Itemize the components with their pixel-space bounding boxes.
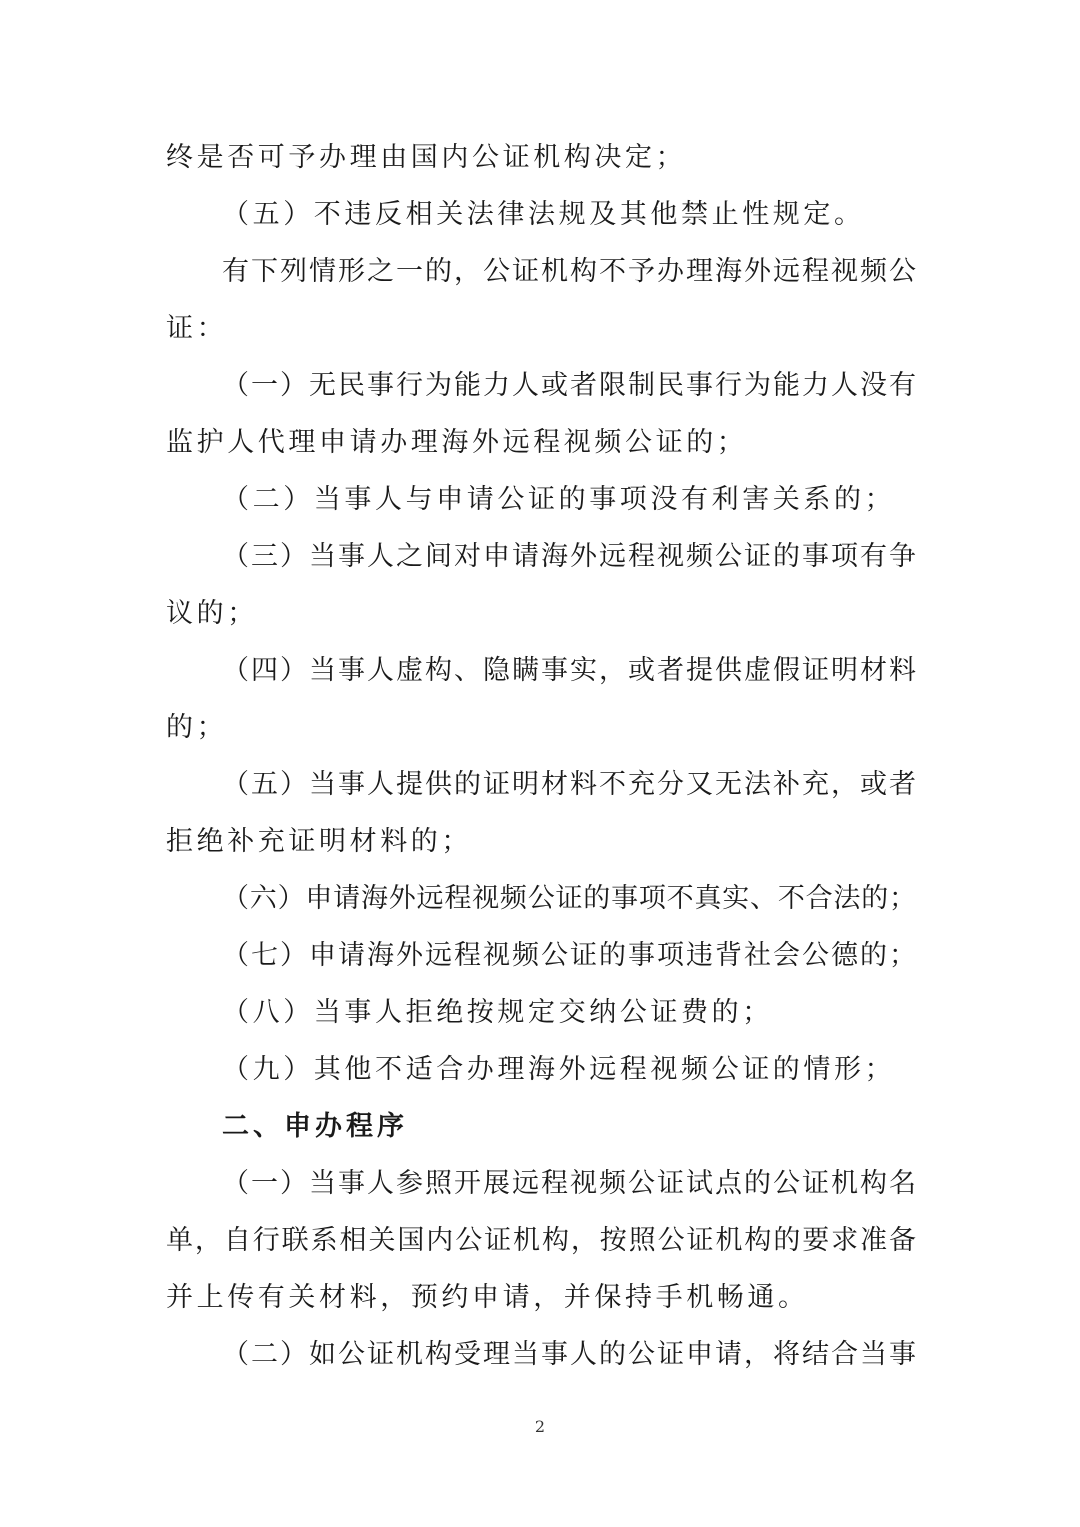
text-line-17: （九）其他不适合办理海外远程视频公证的情形； (222, 1054, 896, 1085)
text-line-5: （一）无民事行为能力人或者限制民事行为能力人没有 (222, 370, 916, 401)
text-line-20: 单，自行联系相关国内公证机构，按照公证机构的要求准备 (166, 1225, 916, 1256)
page-number: 2 (534, 1417, 546, 1436)
text-line-1: 终是否可予办理由国内公证机构决定； (166, 142, 687, 173)
text-line-3: 有下列情形之一的，公证机构不予办理海外远程视频公 (222, 256, 916, 287)
text-line-12: （五）当事人提供的证明材料不充分又无法补充，或者 (222, 769, 916, 800)
text-line-6: 监护人代理申请办理海外远程视频公证的； (166, 427, 748, 458)
text-line-8: （三）当事人之间对申请海外远程视频公证的事项有争 (222, 541, 916, 572)
text-line-16: （八）当事人拒绝按规定交纳公证费的； (222, 997, 773, 1028)
text-line-9: 议的； (166, 598, 258, 629)
section-heading: 二、申办程序 (222, 1111, 408, 1142)
text-line-10: （四）当事人虚构、隐瞒事实，或者提供虚假证明材料 (222, 655, 916, 686)
text-line-11: 的； (166, 712, 228, 743)
text-line-7: （二）当事人与申请公证的事项没有利害关系的； (222, 484, 896, 515)
text-line-2: （五）不违反相关法律法规及其他禁止性规定。 (222, 199, 865, 230)
text-line-14: （六）申请海外远程视频公证的事项不真实、不合法的； (222, 883, 916, 914)
text-line-4: 证： (166, 313, 228, 344)
text-line-22: （二）如公证机构受理当事人的公证申请，将结合当事 (222, 1339, 916, 1370)
text-line-15: （七）申请海外远程视频公证的事项违背社会公德的； (222, 940, 916, 971)
text-line-19: （一）当事人参照开展远程视频公证试点的公证机构名 (222, 1168, 916, 1199)
text-line-21: 并上传有关材料，预约申请，并保持手机畅通。 (166, 1282, 809, 1313)
text-line-13: 拒绝补充证明材料的； (166, 826, 472, 857)
